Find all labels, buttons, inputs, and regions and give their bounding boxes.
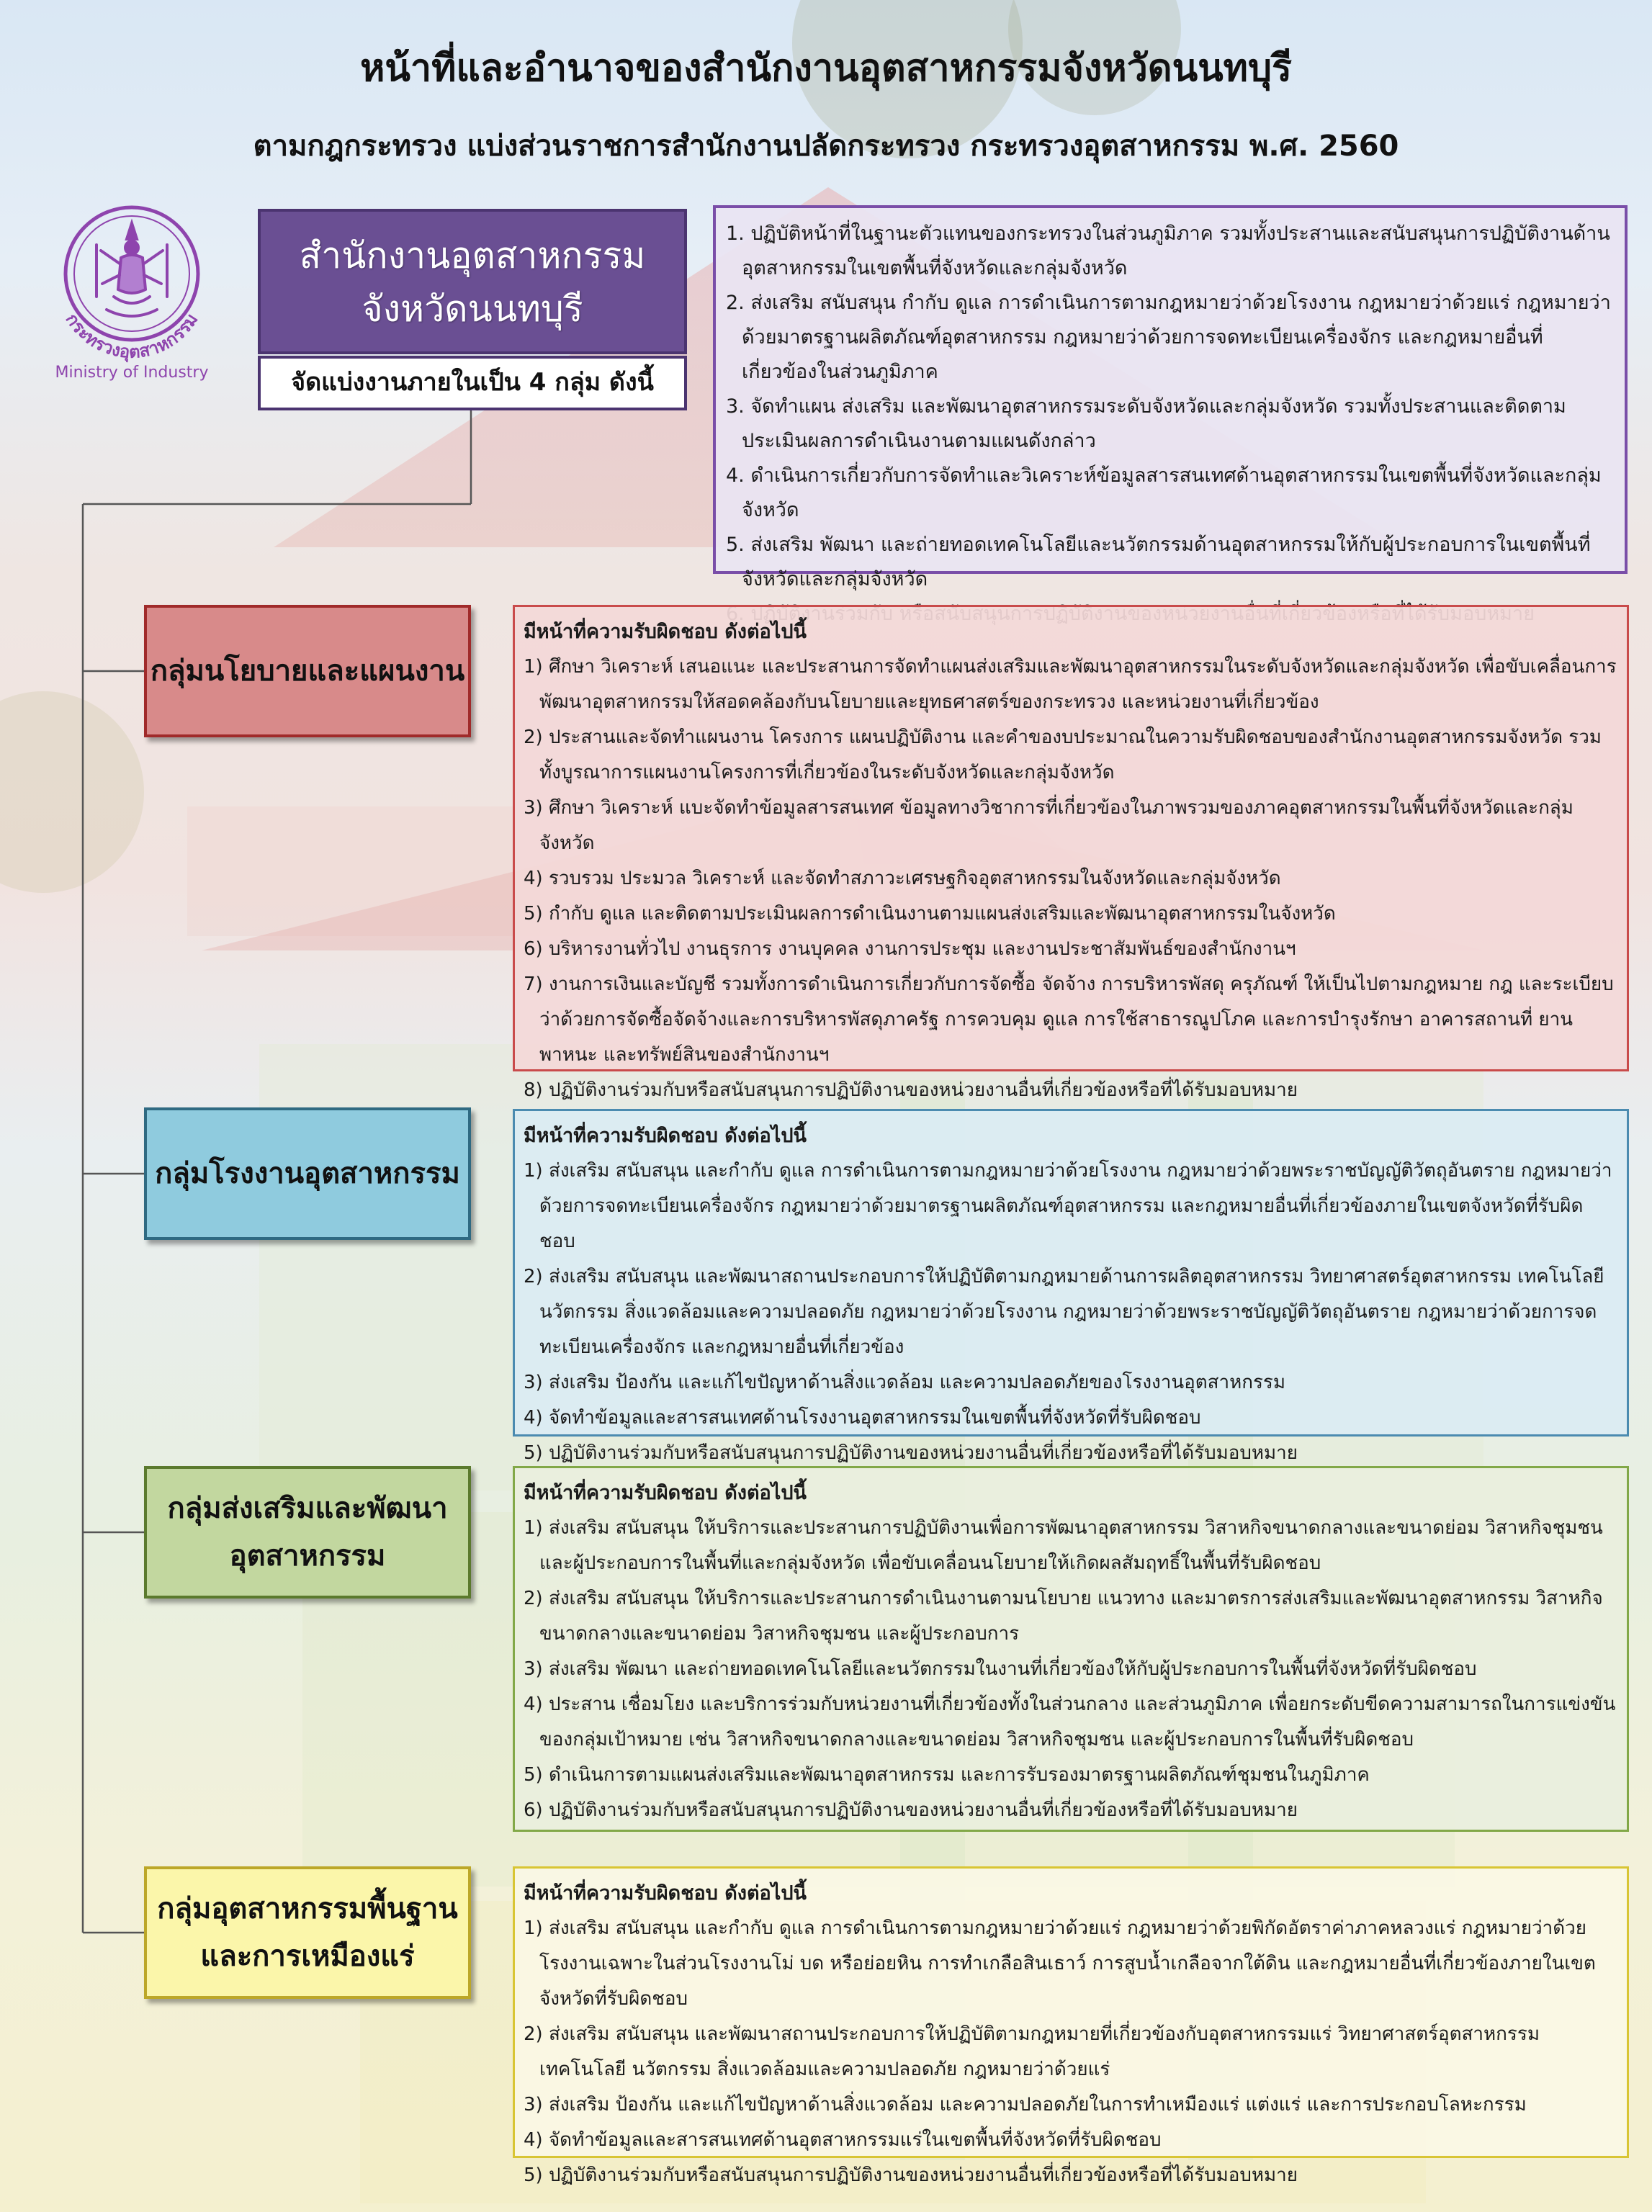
office-name-line1: สำนักงานอุตสาหกรรม: [299, 235, 646, 276]
duty-item: 6) ปฏิบัติงานร่วมกับหรือสนับสนุนการปฏิบัติงานของหน่วยงานอื่นที่เกี่ยวข้องหรือที่ได้รับมอบหมาย: [524, 1799, 1298, 1821]
group-box-industrial-promotion: [144, 1466, 471, 1599]
duty-list: [524, 1511, 1617, 1828]
duty-list: [524, 1911, 1617, 2193]
duty-item: 2) ประสานและจัดทำแผนงาน โครงการ แผนปฏิบัติงาน และคำของบประมาณในความรับผิดชอบของสำนักงานอุตสาหกรรมจังหวัด รวมทั้งบูรณาการแผนงานโครงการที่เกี่ยวข้องในระดับจังหวัดและกลุ่มจังหวัด: [524, 727, 1602, 783]
duty-item: 5) ปฏิบัติงานร่วมกับหรือสนับสนุนการปฏิบัติงานของหน่วยงานอื่นที่เกี่ยวข้องหรือที่ได้รับมอบหมาย: [524, 2164, 1298, 2186]
duty-item: 2) ส่งเสริม สนับสนุน และพัฒนาสถานประกอบการให้ปฏิบัติตามกฎหมายที่เกี่ยวข้องกับอุตสาหกรรมแร่ วิทยาศาสตร์อุตสาหกรรม เทคโนโลยี นวัตกรรม สิ่งแวดล้อมและความปลอดภัย กฎหมายว่าด้วยแร่: [524, 2023, 1540, 2080]
office-name-box: [258, 209, 687, 354]
page-title: หน้าที่และอำนาจของสำนักงานอุตสาหกรรมจังหวัดนนทบุรี: [360, 47, 1292, 90]
ministry-logo: [35, 189, 229, 383]
office-duty-item: 5. ส่งเสริม พัฒนา และถ่ายทอดเทคโนโลยีและนวัตกรรมด้านอุตสาหกรรมให้กับผู้ประกอบการในเขตพื้นที่จังหวัดและกลุ่มจังหวัด: [726, 534, 1591, 590]
group-name-line2: อุตสาหกรรม: [229, 1539, 386, 1573]
duty-item: 4) จัดทำข้อมูลและสารสนเทศด้านโรงงานอุตสาหกรรมในเขตพื้นที่จังหวัดที่รับผิดชอบ: [524, 1407, 1201, 1429]
group-name-line1: กลุ่มอุตสาหกรรมพื้นฐาน: [157, 1892, 458, 1925]
duty-item: 1) ส่งเสริม สนับสนุน และกำกับ ดูแล การดำเนินการตามกฎหมายว่าด้วยแร่ กฎหมายว่าด้วยพิกัดอัตราค่าภาคหลวงแร่ กฎหมายว่าด้วยโรงงานเฉพาะในส่วนโรงงานโม่ บด หรือย่อยหิน การทำเกลือสินเธาว์ การสูบน้ำเกลือจากใต้ดิน และกฎหมายอื่นที่เกี่ยวข้องภายในเขตจังหวัดที่รับผิดชอบ: [524, 1917, 1596, 2010]
group-box-policy-planning: [144, 605, 471, 737]
duty-list: [524, 1154, 1617, 1471]
group-name-line2: และการเหมืองแร่: [200, 1940, 415, 1973]
duty-item: 1) ส่งเสริม สนับสนุน ให้บริการและประสานการปฏิบัติงานเพื่อการพัฒนาอุตสาหกรรม วิสาหกิจขนาดกลางและขนาดย่อม วิสาหกิจชุมชน และผู้ประกอบการในพื้นที่และกลุ่มจังหวัด เพื่อขับเคลื่อนนโยบายให้เกิดผลสัมฤทธิ์ในพื้นที่รับผิดชอบ: [524, 1517, 1603, 1574]
responsibility-header: มีหน้าที่ความรับผิดชอบ ดังต่อไปนี้: [524, 1882, 807, 1905]
office-duty-item: 1. ปฏิบัติหน้าที่ในฐานะตัวแทนของกระทรวงในส่วนภูมิภาค รวมทั้งประสานและสนับสนุนการปฏิบัติงานด้านอุตสาหกรรมในเขตพื้นที่จังหวัดและกลุ่มจังหวัด: [726, 222, 1610, 279]
duty-item: 2) ส่งเสริม สนับสนุน ให้บริการและประสานการดำเนินงานตามนโยบาย แนวทาง และมาตรการส่งเสริมและพัฒนาอุตสาหกรรม วิสาหกิจขนาดกลางและขนาดย่อม วิสาหกิจชุมชน และผู้ประกอบการ: [524, 1588, 1603, 1645]
group-box-industrial-factories: [144, 1107, 471, 1240]
duty-item: 5) ปฏิบัติงานร่วมกับหรือสนับสนุนการปฏิบัติงานของหน่วยงานอื่นที่เกี่ยวข้องหรือที่ได้รับมอบหมาย: [524, 1442, 1298, 1464]
office-division-note: จัดแบ่งงานภายในเป็น 4 กลุ่ม ดังนี้: [258, 356, 687, 410]
office-name-line2: จังหวัดนนทบุรี: [362, 288, 583, 330]
duty-item: 4) ประสาน เชื่อมโยง และบริการร่วมกับหน่วยงานที่เกี่ยวข้องทั้งในส่วนกลาง และส่วนภูมิภาค เพื่อยกระดับขีดความสามารถในการแข่งขันของกลุ่มเป้าหมาย เช่น วิสาหกิจขนาดกลางและขนาดย่อม วิสาหกิจชุมชน และผู้ประกอบการในพื้นที่รับผิดชอบ: [524, 1694, 1616, 1750]
group-box-basic-industry-mining: [144, 1866, 471, 1999]
duty-item: 7) งานการเงินและบัญชี รวมทั้งการดำเนินการเกี่ยวกับการจัดซื้อ จัดจ้าง การบริหารพัสดุ ครุภัณฑ์ ให้เป็นไปตามกฎหมาย กฎ และระเบียบว่าด้วยการจัดซื้อจัดจ้างและการบริหารพัสดุภาครัฐ การควบคุม ดูแล การใช้สาธารณูปโภค และการบำรุงรักษา อาคารสถานที่ ยานพาหนะ และทรัพย์สินของสำนักงานฯ: [524, 974, 1614, 1066]
group-name-line1: กลุ่มโรงงานอุตสาหกรรม: [155, 1157, 460, 1190]
duty-item: 1) ศึกษา วิเคราะห์ เสนอแนะ และประสานการจัดทำแผนส่งเสริมและพัฒนาอุตสาหกรรมในระดับจังหวัดและกลุ่มจังหวัด เพื่อขับเคลื่อนการพัฒนาอุตสาหกรรมให้สอดคล้องกับนโยบายและยุทธศาสตร์ของกระทรวง และหน่วยงานที่เกี่ยวข้อง: [524, 656, 1617, 713]
logo-text-en: Ministry of Industry: [55, 364, 209, 382]
responsibility-header: มีหน้าที่ความรับผิดชอบ ดังต่อไปนี้: [524, 1482, 807, 1504]
page-subtitle: ตามกฎกระทรวง แบ่งส่วนราชการสำนักงานปลัดกระทรวง กระทรวงอุตสาหกรรม พ.ศ. 2560: [253, 130, 1399, 163]
group-responsibilities-basic-industry-mining: [513, 1866, 1629, 2186]
duty-list: [524, 649, 1617, 1108]
office-duties-list: [726, 217, 1615, 631]
duty-item: 4) รวบรวม ประมวล วิเคราะห์ และจัดทำสภาวะเศรษฐกิจอุตสาหกรรมในจังหวัดและกลุ่มจังหวัด: [524, 868, 1281, 889]
duty-item: 6) บริหารงานทั่วไป งานธุรการ งานบุคคล งานการประชุม และงานประชาสัมพันธ์ของสำนักงานฯ: [524, 938, 1296, 960]
office-duty-item: 4. ดำเนินการเกี่ยวกับการจัดทำและวิเคราะห์ข้อมูลสารสนเทศด้านอุตสาหกรรมในเขตพื้นที่จังหวัดและกลุ่มจังหวัด: [726, 464, 1602, 521]
duty-item: 3) ส่งเสริม พัฒนา และถ่ายทอดเทคโนโลยีและนวัตกรรมในงานที่เกี่ยวข้องให้กับผู้ประกอบการในพื้นที่จังหวัดที่รับผิดชอบ: [524, 1658, 1477, 1680]
group-responsibilities-industrial-promotion: [513, 1466, 1629, 1832]
duty-item: 3) ส่งเสริม ป้องกัน และแก้ไขปัญหาด้านสิ่งแวดล้อม และความปลอดภัยในการทำเหมืองแร่ แต่งแร่ และการประกอบโลหะกรรม: [524, 2094, 1527, 2116]
group-name-line1: กลุ่มส่งเสริมและพัฒนา: [167, 1492, 448, 1525]
duty-item: 1) ส่งเสริม สนับสนุน และกำกับ ดูแล การดำเนินการตามกฎหมายว่าด้วยโรงงาน กฎหมายว่าด้วยพระราชบัญญัติวัตถุอันตราย กฎหมายว่าด้วยการจดทะเบียนเครื่องจักร กฎหมายว่าด้วยมาตรฐานผลิตภัณฑ์อุตสาหกรรม และกฎหมายอื่นที่เกี่ยวข้องภายในเขตจังหวัดที่รับผิดชอบ: [524, 1160, 1612, 1252]
duty-item: 3) ส่งเสริม ป้องกัน และแก้ไขปัญหาด้านสิ่งแวดล้อม และความปลอดภัยของโรงงานอุตสาหกรรม: [524, 1372, 1286, 1393]
office-duties-box: [713, 205, 1628, 590]
responsibility-header: มีหน้าที่ความรับผิดชอบ ดังต่อไปนี้: [524, 621, 807, 643]
duty-item: 4) จัดทำข้อมูลและสารสนเทศด้านอุตสาหกรรมแร่ในเขตพื้นที่จังหวัดที่รับผิดชอบ: [524, 2129, 1162, 2151]
duty-item: 3) ศึกษา วิเคราะห์ แบะจัดทำข้อมูลสารสนเทศ ข้อมูลทางวิชาการที่เกี่ยวข้องในภาพรวมของภาคอุตสาหกรรมในพื้นที่จังหวัดและกลุ่มจังหวัด: [524, 797, 1574, 854]
duty-item: 5) กำกับ ดูแล และติดตามประเมินผลการดำเนินงานตามแผนส่งเสริมและพัฒนาอุตสาหกรรมในจังหวัด: [524, 903, 1336, 925]
logo-text-thai: กระทรวงอุตสาหกรรม: [61, 310, 202, 362]
duty-item: 5) ดำเนินการตามแผนส่งเสริมและพัฒนาอุตสาหกรรม และการรับรองมาตรฐานผลิตภัณฑ์ชุมชนในภูมิภาค: [524, 1764, 1370, 1786]
group-responsibilities-industrial-factories: [513, 1109, 1629, 1464]
svg-text:กระทรวงอุตสาหกรรม: [62, 310, 202, 364]
office-duty-item: 3. จัดทำแผน ส่งเสริม และพัฒนาอุตสาหกรรมระดับจังหวัดและกลุ่มจังหวัด รวมทั้งประสานและติดตามประเมินผลการดำเนินงานตามแผนดังกล่าว: [726, 395, 1566, 452]
duty-item: 2) ส่งเสริม สนับสนุน และพัฒนาสถานประกอบการให้ปฏิบัติตามกฎหมายด้านการผลิตอุตสาหกรรม วิทยาศาสตร์อุตสาหกรรม เทคโนโลยี นวัตกรรม สิ่งแวดล้อมและความปลอดภัย กฎหมายว่าด้วยโรงงาน กฎหมายว่าด้วยพระราชบัญญัติวัตถุอันตราย กฎหมายว่าด้วยการจดทะเบียนเครื่องจักร และกฎหมายอื่นที่เกี่ยวข้อง: [524, 1266, 1604, 1358]
responsibility-header: มีหน้าที่ความรับผิดชอบ ดังต่อไปนี้: [524, 1125, 807, 1147]
duty-item: 8) ปฏิบัติงานร่วมกับหรือสนับสนุนการปฏิบัติงานของหน่วยงานอื่นที่เกี่ยวข้องหรือที่ได้รับมอบหมาย: [524, 1079, 1298, 1101]
group-responsibilities-policy-planning: [513, 605, 1629, 1101]
group-name-line1: กลุ่มนโยบายและแผนงาน: [150, 655, 465, 688]
office-duty-item: 2. ส่งเสริม สนับสนุน กำกับ ดูแล การดำเนินการตามกฎหมายว่าด้วยโรงงาน กฎหมายว่าด้วยแร่ กฎหมายว่าด้วยมาตรฐานผลิตภัณฑ์อุตสาหกรรม กฎหมายว่าด้วยการจดทะเบียนเครื่องจักร และกฎหมายอื่นที่เกี่ยวข้องในส่วนภูมิภาค: [726, 292, 1611, 383]
